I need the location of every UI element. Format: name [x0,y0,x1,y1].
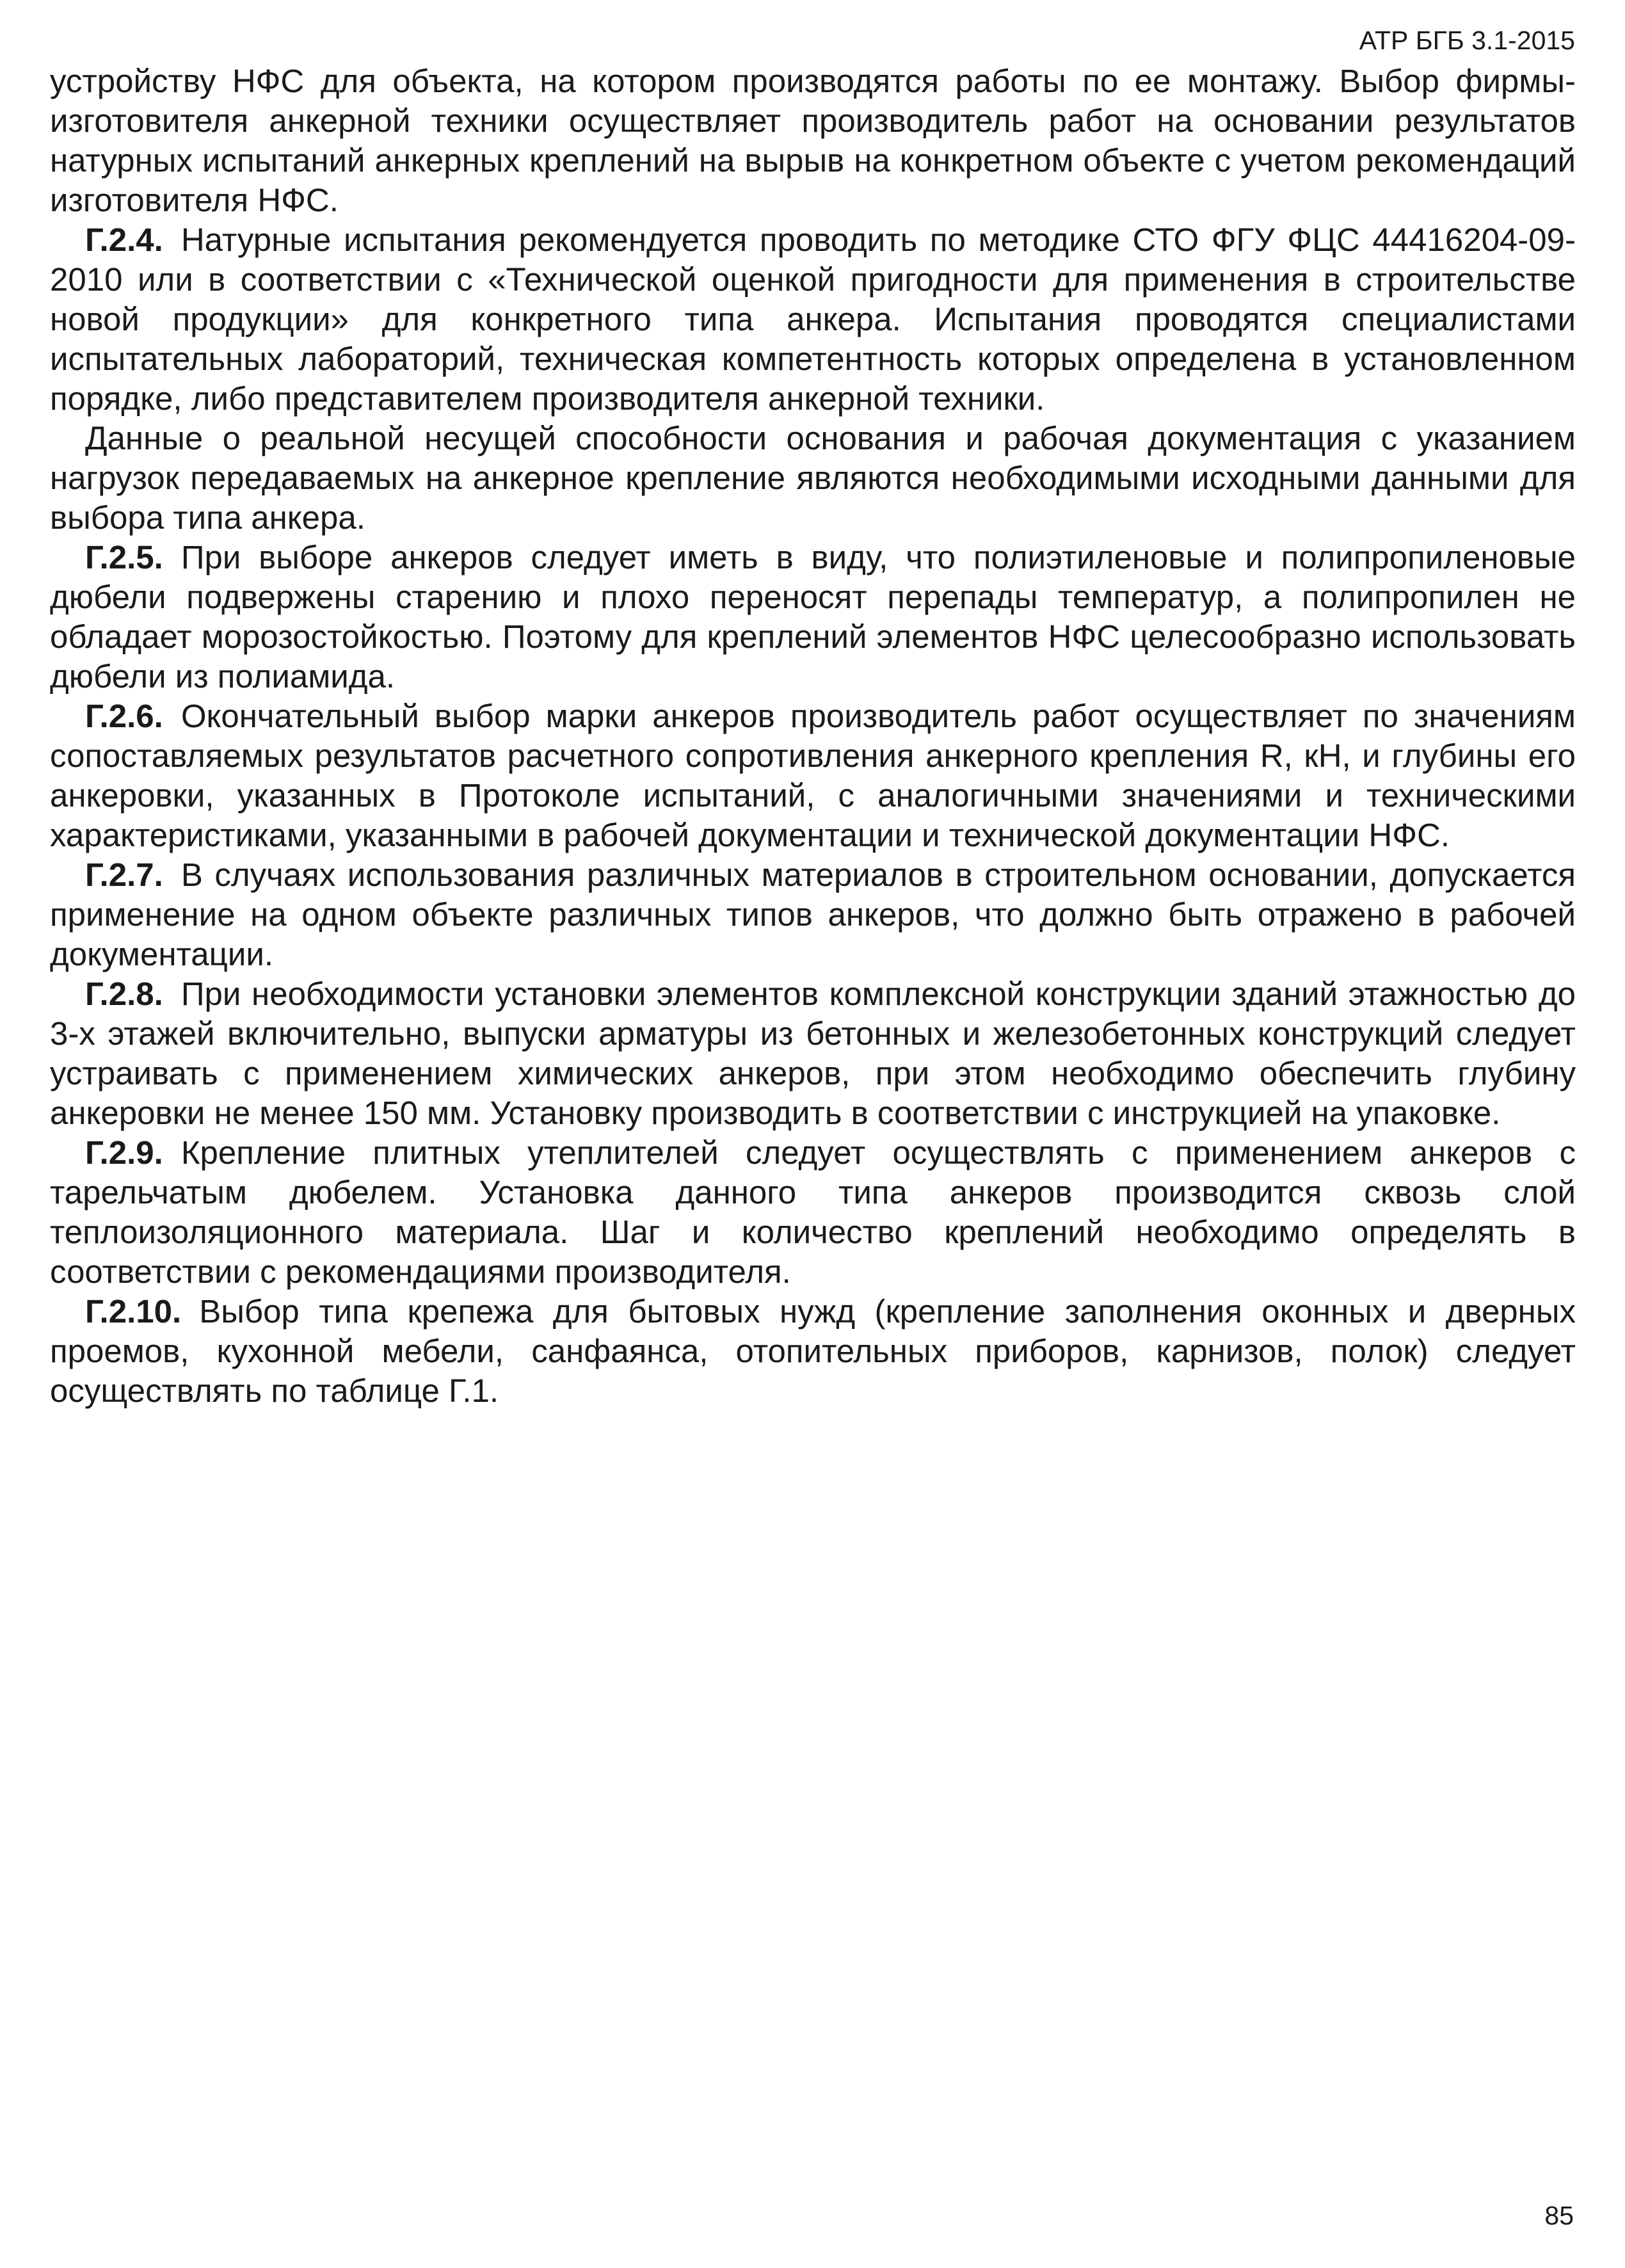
paragraph [50,419,1576,538]
paragraph-text: При выборе анкеров следует иметь в виду, что полиэтиленовые и полипропиленовые дюбели подвержены старению и плохо переносят перепады температур, а полипропилен не обладает морозостойкостью. Поэтому для креплений элементов НФС целесообразно использовать дюбели из полиамида. [50,539,1576,695]
paragraph-text: Выбор типа крепежа для бытовых нужд (крепление заполнения оконных и дверных проемов, кухонной мебели, санфаянса, отопительных приборов, карнизов, полок) следует осуществлять по таблице Г.1. [50,1293,1576,1409]
paragraph [50,974,1576,1133]
paragraph-label: Г.2.6. [85,698,163,734]
paragraph-text: В случаях использования различных материалов в строительном основании, допускается применение на одном объекте различных типов анкеров, что должно быть отражено в рабочей документации. [50,857,1576,972]
paragraph [50,220,1576,419]
paragraph [50,1292,1576,1411]
page-header [50,24,1575,56]
paragraph-text: Натурные испытания рекомендуется проводить по методике СТО ФГУ ФЦС 44416204-09-2010 или в соответствии с «Технической оценкой пригодности для применения в строительстве новой продукции» для конкретного типа анкера. Испытания проводятся специалистами испытательных лабораторий, техническая компетентность которых определена в установленном порядке, либо представителем производителя анкерной техники. [50,221,1576,417]
paragraph-label: Г.2.8. [85,976,163,1012]
paragraph [50,696,1576,855]
document-body [50,61,1576,1411]
paragraph-label: Г.2.5. [85,539,163,575]
page-footer [1544,2200,1574,2231]
paragraph [50,855,1576,974]
paragraph [50,538,1576,696]
paragraph-text: Данные о реальной несущей способности основания и рабочая документация с указанием нагрузок передаваемых на анкерное крепление являются необходимыми исходными данными для выбора типа анкера. [50,420,1576,536]
paragraph-label: Г.2.10. [85,1293,182,1330]
paragraph-label: Г.2.7. [85,857,163,893]
paragraph-text: Окончательный выбор марки анкеров производитель работ осуществляет по значениям сопоставляемых результатов расчетного сопротивления анкерного крепления R, кН, и глубины его анкеровки, указанных в Протоколе испытаний, с аналогичными значениями и техническими характеристиками, указанными в рабочей документации и технической документации НФС. [50,698,1576,853]
paragraph-text: При необходимости установки элементов комплексной конструкции зданий этажностью до 3-х этажей включительно, выпуски арматуры из бетонных и железобетонных конструкций следует устраивать с применением химических анкеров, при этом необходимо обеспечить глубину анкеровки не менее 150 мм. Установку производить в соответствии с инструкцией на упаковке. [50,976,1576,1131]
paragraph-text: Крепление плитных утеплителей следует осуществлять с применением анкеров с тарельчатым дюбелем. Установка данного типа анкеров производится сквозь слой теплоизоляционного материала. Шаг и количество креплений необходимо определять в соответствии с рекомендациями производителя. [50,1134,1576,1290]
paragraph-text: устройству НФС для объекта, на котором производятся работы по ее монтажу. Выбор фирмы-изготовителя анкерной техники осуществляет производитель работ на основании результатов натурных испытаний анкерных креплений на вырыв на конкретном объекте с учетом рекомендаций изготовителя НФС. [50,63,1576,218]
paragraph-label: Г.2.9. [85,1134,163,1171]
paragraph [50,61,1576,220]
doc-code: АТР БГБ 3.1-2015 [1359,26,1575,55]
paragraph [50,1133,1576,1292]
page-number: 85 [1544,2201,1574,2230]
paragraph-label: Г.2.4. [85,221,163,258]
